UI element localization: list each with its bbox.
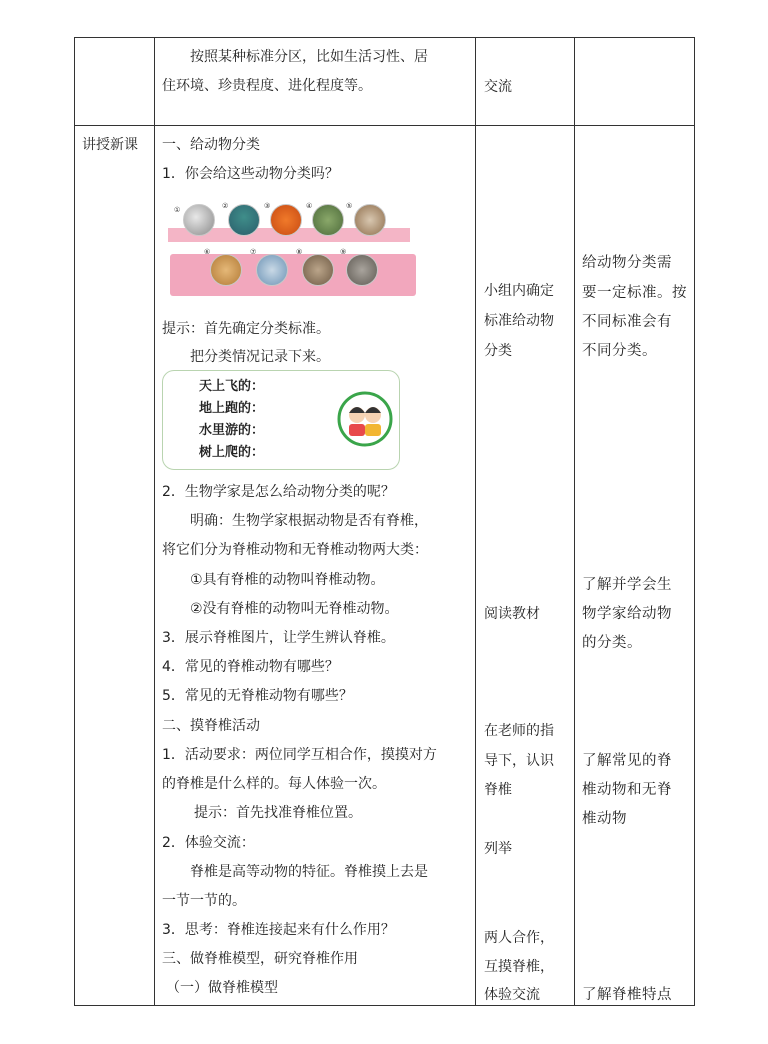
- goal-text: 了解常见的脊: [582, 753, 672, 769]
- picture-number: ⑧: [296, 248, 303, 256]
- stage-label: 讲授新课: [82, 137, 138, 153]
- activity-text: 在老师的指: [484, 723, 554, 739]
- turtle-photo: [312, 204, 344, 236]
- activity-requirement: 1．活动要求：两位同学互相合作，摸摸对方: [162, 747, 437, 763]
- section-heading: 二、摸脊椎活动: [162, 718, 260, 734]
- goal-text: 椎动物和无脊: [582, 782, 672, 798]
- section-heading: 三、做脊椎模型，研究脊椎作用: [162, 951, 358, 967]
- activity-text: 互摸脊椎，: [484, 959, 554, 975]
- animal-picture: [164, 196, 418, 300]
- activity-text: 阅读教材: [484, 606, 540, 622]
- card-line: 树上爬的：: [199, 445, 265, 460]
- row-divider: [74, 125, 695, 126]
- column-divider-3: [574, 37, 575, 1006]
- activity-text: 导下，认识: [484, 753, 554, 769]
- table-border-top: [74, 37, 695, 38]
- content-text: 按照某种标准分区，比如生活习性、居: [190, 49, 428, 65]
- picture-number: ⑨: [340, 248, 347, 256]
- snail-photo: [354, 204, 386, 236]
- picture-number: ④: [306, 202, 313, 210]
- goal-text: 不同标准会有: [582, 314, 672, 330]
- activity-text: 分类: [484, 343, 512, 359]
- giraffe-photo: [210, 254, 242, 286]
- question-text: 3．思考：脊椎连接起来有什么作用？: [162, 922, 395, 938]
- picture-number: ⑥: [204, 248, 211, 256]
- hint-text: 提示：首先确定分类标准。: [162, 321, 330, 337]
- feature-text: 一节一节的。: [162, 893, 246, 909]
- hint-text: 提示：首先找准脊椎位置。: [194, 805, 362, 821]
- children-icon: [337, 391, 393, 447]
- picture-number: ②: [222, 202, 229, 210]
- table-border-right: [694, 37, 695, 1006]
- column-divider-1: [154, 37, 155, 1006]
- table-border-left: [74, 37, 75, 1006]
- goal-text: 的分类。: [582, 635, 642, 651]
- activity-text: 标准给动物: [484, 313, 554, 329]
- table-border-bottom: [74, 1005, 695, 1006]
- question-text: 2．生物学家是怎么给动物分类的呢？: [162, 484, 395, 500]
- activity-text: 列举: [484, 841, 512, 857]
- activity-text: 脊椎: [484, 782, 512, 798]
- section-heading: 一、给动物分类: [162, 137, 260, 153]
- card-line: 水里游的：: [199, 423, 265, 438]
- card-line: 地上跑的：: [199, 401, 265, 416]
- elephant-photo: [346, 254, 378, 286]
- question-text: 3．展示脊椎图片，让学生辨认脊椎。: [162, 630, 395, 646]
- subsection-heading: （一）做脊椎模型: [166, 980, 278, 996]
- peacock-photo: [228, 204, 260, 236]
- card-line: 天上飞的：: [199, 379, 265, 394]
- question-text: 2．体验交流：: [162, 835, 255, 851]
- activity-text: 两人合作，: [484, 930, 554, 946]
- bird-photo: [183, 204, 215, 236]
- question-text: 5．常见的无脊椎动物有哪些？: [162, 688, 353, 704]
- clownfish-photo: [270, 204, 302, 236]
- picture-number: ⑤: [346, 202, 353, 210]
- clarify-text: 将它们分为脊椎动物和无脊椎动物两大类：: [162, 542, 428, 558]
- picture-number: ⑦: [250, 248, 257, 256]
- picture-band-bottom: [170, 254, 416, 296]
- picture-number: ①: [174, 206, 181, 214]
- goal-text: 要一定标准。按: [582, 285, 687, 301]
- goal-text: 椎动物: [582, 811, 627, 827]
- dolphin-photo: [256, 254, 288, 286]
- point-text: ①具有脊椎的动物叫脊椎动物。: [190, 572, 385, 588]
- goal-text: 给动物分类需: [582, 255, 672, 271]
- question-text: 4．常见的脊椎动物有哪些？: [162, 659, 339, 675]
- instruction-text: 把分类情况记录下来。: [190, 349, 330, 365]
- feature-text: 脊椎是高等动物的特征。脊椎摸上去是: [190, 864, 428, 880]
- activity-text: 体验交流: [484, 987, 540, 1003]
- content-text: 住环境、珍贵程度、进化程度等。: [162, 78, 372, 94]
- cat-photo: [302, 254, 334, 286]
- picture-number: ③: [264, 202, 271, 210]
- goal-text: 了解并学会生: [582, 577, 672, 593]
- activity-requirement: 的脊椎是什么样的。每人体验一次。: [162, 776, 386, 792]
- point-text: ②没有脊椎的动物叫无脊椎动物。: [190, 601, 399, 617]
- activity-text: 交流: [484, 79, 512, 95]
- column-divider-2: [475, 37, 476, 1006]
- goal-text: 不同分类。: [582, 343, 657, 359]
- activity-text: 小组内确定: [484, 283, 554, 299]
- record-card: [162, 370, 400, 470]
- goal-text: 了解脊椎特点: [582, 987, 672, 1003]
- clarify-text: 明确：生物学家根据动物是否有脊椎，: [190, 513, 428, 529]
- goal-text: 物学家给动物: [582, 606, 672, 622]
- question-text: 1．你会给这些动物分类吗？: [162, 166, 339, 182]
